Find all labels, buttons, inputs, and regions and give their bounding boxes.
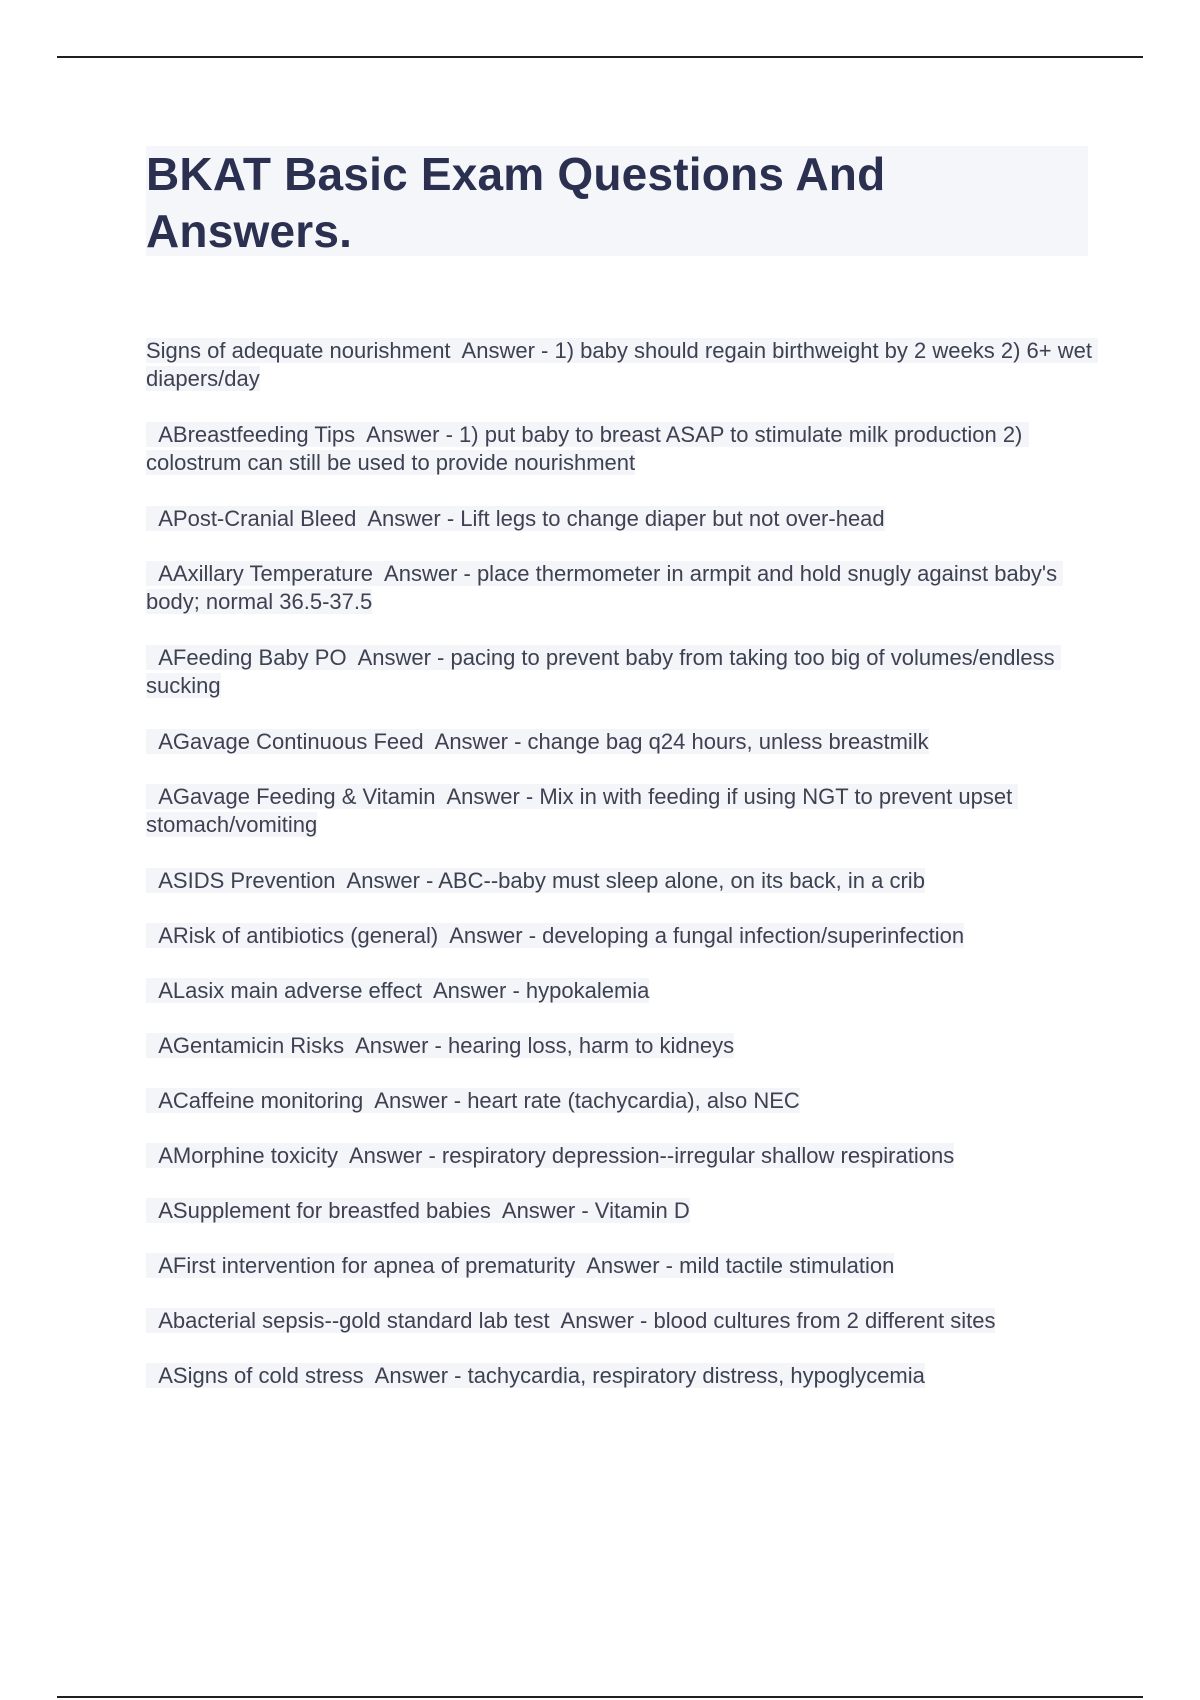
- qa-item: [146, 783, 1096, 839]
- qa-text: AFirst intervention for apnea of prematurity Answer - mild tactile stimulation: [146, 1253, 895, 1278]
- qa-text: ASupplement for breastfed babies Answer - Vitamin D: [146, 1198, 690, 1223]
- qa-text: ASigns of cold stress Answer - tachycardia, respiratory distress, hypoglycemia: [146, 1363, 925, 1388]
- qa-item: [146, 644, 1096, 700]
- top-divider: [57, 56, 1143, 58]
- qa-item: [146, 977, 1096, 1005]
- qa-item: [146, 1307, 1096, 1335]
- qa-item: [146, 867, 1096, 895]
- qa-item: [146, 1032, 1096, 1060]
- qa-item: [146, 728, 1096, 756]
- qa-item: [146, 1087, 1096, 1115]
- qa-item: [146, 421, 1096, 477]
- qa-item: [146, 560, 1096, 616]
- document-title-line-1: BKAT Basic Exam Questions And: [146, 148, 886, 200]
- qa-text: AAxillary Temperature Answer - place thermometer in armpit and hold snugly against baby's body; normal 36.5-37.5: [146, 561, 1064, 614]
- qa-item: [146, 337, 1099, 393]
- qa-item: [146, 505, 1096, 533]
- qa-text: Signs of adequate nourishment Answer - 1) baby should regain birthweight by 2 weeks 2) 6+ wet diapers/day: [146, 338, 1099, 391]
- qa-text: ABreastfeeding Tips Answer - 1) put baby to breast ASAP to stimulate milk production 2) colostrum can still be used to provide nourishment: [146, 422, 1029, 475]
- qa-text: AGentamicin Risks Answer - hearing loss, harm to kidneys: [146, 1033, 735, 1058]
- qa-text: AGavage Feeding & Vitamin Answer - Mix in with feeding if using NGT to prevent upset stomach/vomiting: [146, 784, 1019, 837]
- qa-text: AFeeding Baby PO Answer - pacing to prevent baby from taking too big of volumes/endless sucking: [146, 645, 1061, 698]
- qa-item: [146, 1362, 1096, 1390]
- qa-text: Abacterial sepsis--gold standard lab test Answer - blood cultures from 2 different sites: [146, 1308, 996, 1333]
- qa-list: [146, 337, 1099, 1417]
- qa-text: ALasix main adverse effect Answer - hypokalemia: [146, 978, 650, 1003]
- qa-item: [146, 1142, 1096, 1170]
- bottom-divider: [57, 1696, 1143, 1698]
- document-title-line-2: Answers.: [146, 205, 353, 257]
- qa-text: AMorphine toxicity Answer - respiratory depression--irregular shallow respirations: [146, 1143, 955, 1168]
- qa-item: [146, 922, 1096, 950]
- qa-item: [146, 1197, 1096, 1225]
- qa-item: [146, 1252, 1096, 1280]
- document-title: [146, 146, 1088, 260]
- title-block: [146, 146, 1088, 256]
- qa-text: ARisk of antibiotics (general) Answer - developing a fungal infection/superinfection: [146, 923, 965, 948]
- qa-text: ASIDS Prevention Answer - ABC--baby must sleep alone, on its back, in a crib: [146, 868, 925, 893]
- qa-text: AGavage Continuous Feed Answer - change bag q24 hours, unless breastmilk: [146, 729, 929, 754]
- qa-text: APost-Cranial Bleed Answer - Lift legs to change diaper but not over-head: [146, 506, 885, 531]
- qa-text: ACaffeine monitoring Answer - heart rate (tachycardia), also NEC: [146, 1088, 800, 1113]
